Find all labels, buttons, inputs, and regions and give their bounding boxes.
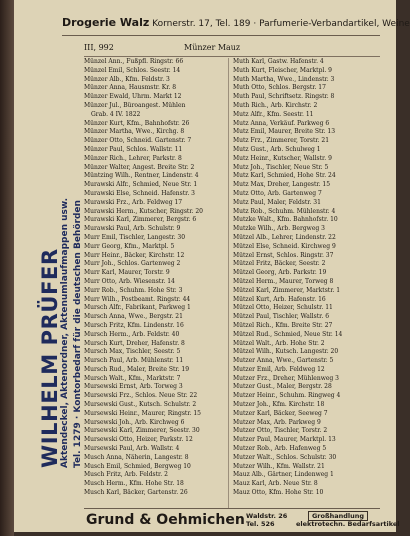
side-ad-line2: Tel. 1279 · Kontorbedarf für die deutschen Behörden bbox=[73, 200, 83, 468]
directory-entry: Mützel Else, Schneid. Kirchweg 9 bbox=[233, 242, 336, 250]
directory-entry: Münzer Walter, Angest. Breite Str. 2 bbox=[84, 163, 195, 171]
directory-entry: Mursewski Otto, Heizer, Parkstr. 12 bbox=[84, 436, 193, 444]
directory-entry: Murawski Alfr., Schmied, Neue Str. 1 bbox=[84, 181, 198, 189]
directory-entry: Münzer Paul, Schlos. Wallstr. 11 bbox=[84, 145, 183, 153]
directory-entry: Mützel Otto, Heizer, Schulstr. 11 bbox=[233, 304, 333, 312]
directory-entry: Mursewski Karl, Zimmerer, Seestr. 30 bbox=[84, 427, 200, 435]
side-ad-name: WILHELM PRÜFER bbox=[38, 248, 62, 468]
bottom-advertisement bbox=[86, 510, 400, 532]
directory-entry: Mützel Wilh., Kutsch. Langestr. 20 bbox=[233, 348, 339, 356]
directory-entry: Mursch Walt., Kfm., Marktstr. 7 bbox=[84, 374, 181, 382]
directory-entry: Mützel Rich., Kfm. Breite Str. 27 bbox=[233, 321, 333, 329]
top-divider bbox=[62, 35, 380, 36]
directory-entry: Mauz Otto, Kfm. Hohe Str. 10 bbox=[233, 489, 324, 497]
directory-entry: Mutzer Emil, Arb. Feldweg 12 bbox=[233, 365, 325, 373]
directory-entry: Mutz Anna, Verkäuf. Parkweg 6 bbox=[233, 119, 330, 127]
directory-entry: Mutz Otto, Arb. Gartenweg 7 bbox=[233, 189, 322, 197]
directory-entry: Muth Paul, Schriftsetz. Ringstr. 8 bbox=[233, 93, 335, 101]
directory-entry: Muth Martha, Wwe., Lindenstr. 3 bbox=[233, 75, 335, 83]
directory-entry: Münzer Ewald, Uhrm. Markt 12 bbox=[84, 93, 182, 101]
top-advertisement bbox=[62, 14, 410, 32]
directory-entry: Murr Karl, Maurer, Torstr. 9 bbox=[84, 269, 170, 277]
directory-entry: Mützel Paul, Tischler, Wallstr. 6 bbox=[233, 313, 330, 321]
directory-entry: Mursewski Gust., Kutsch. Schulstr. 2 bbox=[84, 401, 197, 409]
directory-entry: Murr Wilh., Postbeamt. Ringstr. 44 bbox=[84, 295, 191, 303]
directory-entry: Musch Anna, Näherin, Langestr. 8 bbox=[84, 453, 189, 461]
directory-entry: Mützel Walt., Arb. Hohe Str. 2 bbox=[233, 339, 325, 347]
directory-entry: Münzer Alb., Kfm. Feldstr. 3 bbox=[84, 75, 170, 83]
directory-entry: Mutzer Anna, Wwe., Gartenstr. 5 bbox=[233, 357, 334, 365]
directory-entry: Mursch Paul, Arb. Mühlenstr. 11 bbox=[84, 357, 184, 365]
directory-entry: Mutzer Karl, Bäcker, Seeweg 7 bbox=[233, 409, 328, 417]
directory-entry: Muth Karl, Gastw. Hafenstr. 4 bbox=[233, 58, 324, 65]
directory-entry: Mützel Ernst, Schlos. Ringstr. 37 bbox=[233, 251, 334, 259]
footer-business-goods: elektrotechn. Bedarfsartikel bbox=[296, 520, 400, 528]
directory-entry: Mutz Max, Dreher, Langestr. 15 bbox=[233, 181, 331, 189]
page-header bbox=[84, 43, 380, 56]
directory-entry: Münzer Kurt, Kfm., Bahnhofstr. 26 bbox=[84, 119, 190, 127]
footer-firm-name: Grund & Oehmichen bbox=[86, 512, 245, 528]
directory-entry: Mutzer Max, Arb. Parkweg 9 bbox=[233, 418, 321, 426]
directory-entry: Mützel Fritz, Bäcker, Seestr. 2 bbox=[233, 260, 326, 268]
directory-entry: Murawski Frz., Arb. Feldweg 17 bbox=[84, 198, 183, 206]
directory-entry: Mützel Herm., Maurer, Torweg 8 bbox=[233, 277, 334, 285]
directory-entry: Mauz Alb., Gärtner, Lindenweg 1 bbox=[233, 471, 334, 479]
directory-entry: Mursch Rud., Maler, Breite Str. 19 bbox=[84, 365, 190, 373]
directory-entry: Mursch Anna, Wwe., Bergstr. 21 bbox=[84, 313, 183, 321]
directory-entry: Mutzke Wilh., Arb. Bergweg 3 bbox=[233, 225, 325, 233]
directory-entry: Mutzke Walt., Kfm. Bahnhofstr. 10 bbox=[233, 216, 338, 224]
directory-entry: Muth Kurt, Fleischer, Marktpl. 9 bbox=[233, 66, 332, 74]
directory-entry: Musch Herm., Kfm. Hohe Str. 18 bbox=[84, 480, 184, 488]
directory-entry: Muth Rich., Arb. Kirchstr. 2 bbox=[233, 101, 318, 109]
directory-entry: Murawski Karl, Zimmerer, Bergstr. 6 bbox=[84, 216, 197, 224]
directory-entry: Mutzer Rob., Arb. Hafenweg 5 bbox=[233, 445, 327, 453]
directory-entry: Mutz Frz., Zimmerer, Torstr. 21 bbox=[233, 137, 330, 145]
directory-entry: Murawski Herm., Kutscher, Ringstr. 20 bbox=[84, 207, 203, 215]
directory-entry: Murr Georg, Kfm., Marktpl. 5 bbox=[84, 242, 175, 250]
directory-entry: Mursewski Frz., Schlos. Neue Str. 22 bbox=[84, 392, 198, 400]
directory-entry: Mutz Karl, Schmied, Hohe Str. 24 bbox=[233, 172, 336, 180]
top-ad-firm: Drogerie Walz bbox=[62, 16, 150, 29]
directory-entry: Mutzer Walt., Schlos. Schulstr. 30 bbox=[233, 453, 337, 461]
directory-entry: Mutzer Gust., Maler, Bergstr. 28 bbox=[233, 383, 332, 391]
directory-entry: Murawski Else, Schneid. Hafenstr. 3 bbox=[84, 189, 195, 197]
directory-entry: Musch Emil, Schmied, Bergweg 10 bbox=[84, 462, 191, 470]
directory-entry: Musch Fritz, Arb. Feldstr. 2 bbox=[84, 471, 168, 479]
directory-entry: Murr Emil, Tischler, Langestr. 30 bbox=[84, 233, 186, 241]
directory-entry: Mursewski Joh., Arb. Kirchweg 6 bbox=[84, 418, 185, 426]
directory-entry: Mutzer Paul, Maurer, Marktpl. 13 bbox=[233, 436, 336, 444]
running-head: Münzer Mauz bbox=[184, 43, 241, 52]
directory-entry: Grab. 4 IV. 1822 bbox=[91, 110, 141, 118]
directory-entry: Mutz Heinr., Kutscher, Wallstr. 9 bbox=[233, 154, 332, 162]
directory-entry: Müntzing Wilh., Rentner, Lindenstr. 4 bbox=[84, 172, 199, 180]
directory-entry: Mutzer Joh., Kfm. Kirchstr. 18 bbox=[233, 401, 325, 409]
footer-address bbox=[246, 512, 287, 528]
directory-entry: Münzer Anna, Hausmstr. Kr. 8 bbox=[84, 84, 177, 92]
directory-entry: Mursewski Heinr., Maurer, Ringstr. 15 bbox=[84, 409, 201, 417]
directory-entry: Mauz Karl, Arb. Neue Str. 8 bbox=[233, 480, 318, 488]
directory-entry: Münzel Ann., Fußpfl. Ringstr. 66 bbox=[84, 58, 184, 65]
directory-entry: Mutz Emil, Maurer, Breite Str. 13 bbox=[233, 128, 336, 136]
directory-entry: Mutz Gust., Arb. Schulweg 1 bbox=[233, 145, 321, 153]
directory-entry: Münzer Jul., Büroangest. Mühlen bbox=[84, 101, 186, 109]
side-ad-line1: Aktendeckel, Aktenordner, Aktenumlaufmappen usw. bbox=[60, 197, 70, 468]
directory-entry: Mursch Herm., Arb. Feldstr. 40 bbox=[84, 330, 180, 338]
directory-entry: Murr Rob., Schuhm. Hohe Str. 3 bbox=[84, 286, 183, 294]
directory-entry: Mützel Karl, Zimmerer, Marktstr. 1 bbox=[233, 286, 341, 294]
directory-column-left bbox=[84, 58, 225, 504]
footer-address-phone: Tel. 526 bbox=[246, 520, 275, 528]
directory-entry: Murr Joh., Schlos. Gartenweg 2 bbox=[84, 260, 181, 268]
footer-business bbox=[296, 512, 400, 528]
directory-entry: Mutz Paul, Maler, Feldstr. 31 bbox=[233, 198, 321, 206]
directory-entry: Murawski Paul, Arb. Schulstr. 9 bbox=[84, 225, 181, 233]
side-advertisement bbox=[16, 38, 83, 500]
directory-entry: Muth Otto, Schlos. Bergstr. 17 bbox=[233, 84, 326, 92]
directory-entry: Mutzer Wilh., Kfm. Wallstr. 21 bbox=[233, 462, 325, 470]
top-ad-text: Kornerstr. 17, Tel. 189 · Parfumerie-Verbandartikel, Weine bbox=[152, 19, 410, 29]
footer-address-street: Waldstr. 26 bbox=[246, 512, 288, 520]
directory-entry: Mutzer Otto, Tischler, Torstr. 2 bbox=[233, 427, 328, 435]
directory-entry: Mutzer Frz., Dreher, Mühlenweg 3 bbox=[233, 374, 339, 382]
header-divider bbox=[84, 56, 380, 57]
page-number: III, 992 bbox=[84, 43, 114, 52]
directory-entry: Mutzer Heinr., Schuhm. Ringweg 4 bbox=[233, 392, 341, 400]
directory-entry: Mützel Rud., Schmied, Neue Str. 14 bbox=[233, 330, 343, 338]
directory-entry: Mursewski Paul, Arb. Wallstr. 4 bbox=[84, 445, 180, 453]
bottom-divider bbox=[84, 508, 380, 509]
directory-entry: Münzer Otto, Schneid. Gartenstr. 7 bbox=[84, 137, 192, 145]
directory-entry: Mursch Kurt, Dreher, Hafenstr. 8 bbox=[84, 339, 185, 347]
directory-entry: Mursch Fritz, Kfm. Lindenstr. 16 bbox=[84, 321, 184, 329]
directory-entry: Mutz Alfr., Kfm. Seestr. 11 bbox=[233, 110, 314, 118]
directory-entry: Mutz Rob., Schuhm. Mühlenstr. 4 bbox=[233, 207, 336, 215]
directory-entry: Münzer Martha, Wwe., Kirchg. 8 bbox=[84, 128, 185, 136]
footer-business-type: Großhandlung bbox=[308, 511, 368, 521]
directory-entry: Münzel Emil, Schlos. Seestr. 14 bbox=[84, 66, 181, 74]
directory-entry: Murr Heinr., Bäcker, Kirchstr. 12 bbox=[84, 251, 185, 259]
directory-entry: Mursewski Ernst, Arb. Torweg 3 bbox=[84, 383, 183, 391]
directory-entry: Mützel Alb., Lehrer, Lindenstr. 22 bbox=[233, 233, 336, 241]
directory-entry: Mützel Georg, Arb. Parkstr. 19 bbox=[233, 269, 327, 277]
directory-entry: Musch Karl, Bäcker, Gartenstr. 26 bbox=[84, 489, 188, 497]
directory-entry: Mursch Alfr., Fabrikant, Parkweg 1 bbox=[84, 304, 191, 312]
directory-column-right bbox=[233, 58, 380, 504]
column-divider bbox=[228, 58, 229, 508]
directory-entry: Mutz Joh., Tischler, Neue Str. 5 bbox=[233, 163, 329, 171]
directory-entry: Münzer Rich., Lehrer, Parkstr. 8 bbox=[84, 154, 182, 162]
directory-entry: Mützel Kurt, Arb. Hafenstr. 16 bbox=[233, 295, 326, 303]
directory-entry: Murr Otto, Arb. Wiesenstr. 14 bbox=[84, 277, 175, 285]
book-spine-edge bbox=[0, 0, 14, 536]
directory-entry: Mursch Max, Tischler, Seestr. 5 bbox=[84, 348, 181, 356]
